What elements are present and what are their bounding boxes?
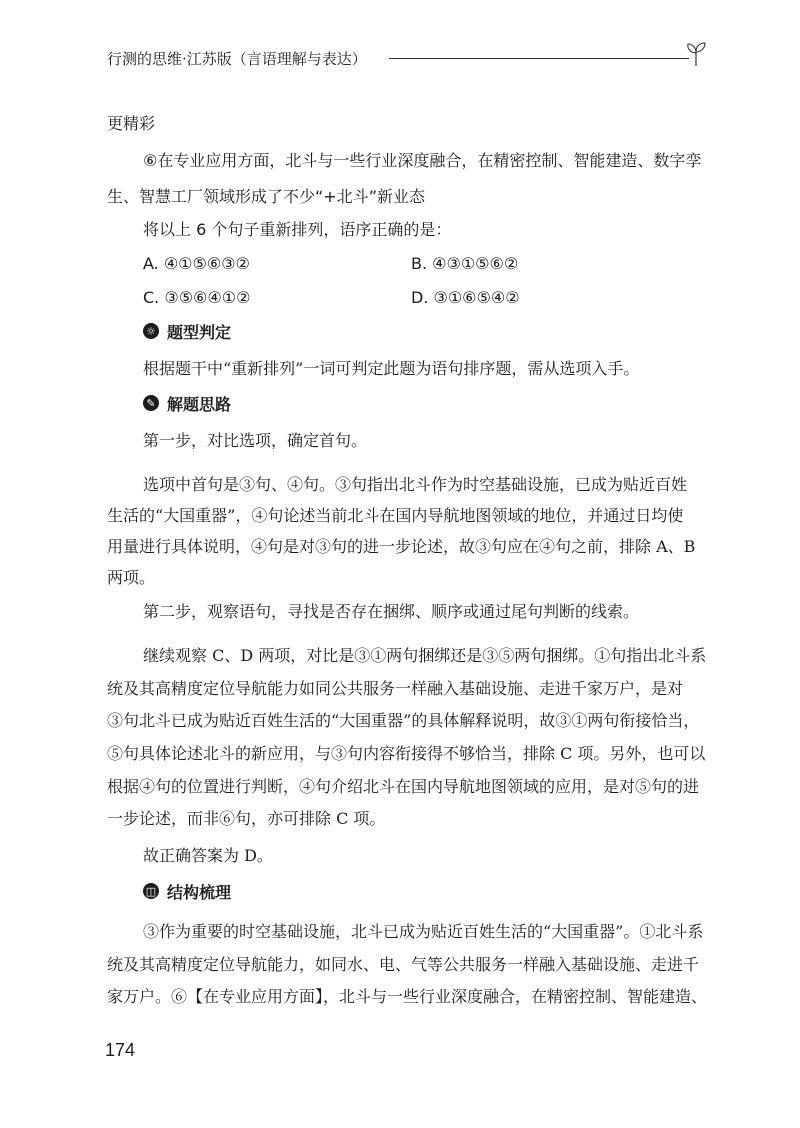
running-header — [107, 44, 707, 72]
option-c: C. ③⑤⑥④①② — [143, 288, 251, 307]
text-line: 一步论述，而非⑥句，亦可排除 C 项。 — [107, 809, 386, 828]
text-line: ⑤句具体论述北斗的新应用，与③句内容衔接得不够恰当，排除 C 项。另外，也可以 — [107, 744, 706, 763]
question-stem: 将以上 6 个句子重新排列，语序正确的是： — [143, 220, 452, 239]
section-title: 题型判定 — [167, 322, 232, 342]
text-line: ③作为重要的时空基础设施，北斗已成为贴近百姓生活的“大国重器”。①北斗系 — [143, 922, 704, 941]
section-type — [143, 320, 231, 342]
type-text: 根据题干中“重新排列”一词可判定此题为语句排序题，需从选项入手。 — [143, 359, 640, 378]
text-line: 生活的“大国重器”，④句论述当前北斗在国内导航地图领域的地位，并通过日均使 — [107, 506, 684, 525]
text-line: 两项。 — [107, 568, 156, 587]
sprout-icon — [685, 40, 707, 66]
text-line: 第二步，观察语句，寻找是否存在捆绑、顺序或通过尾句判断的线索。 — [143, 602, 640, 621]
text-line: ③句北斗已成为贴近百姓生活的“大国重器”的具体解释说明，故③①两句衔接恰当， — [107, 711, 700, 730]
text-line: 家万户。⑥【在专业应用方面】，北斗与一些行业深度融合，在精密控制、智能建造、 — [107, 987, 708, 1006]
option-b: B. ④③①⑤⑥② — [411, 254, 519, 273]
sun-icon: ☼ — [143, 323, 159, 339]
text-line: 选项中首句是③句、④句。③句指出北斗作为时空基础设施，已成为贴近百姓 — [143, 475, 688, 494]
text-line: 继续观察 C、D 两项，对比是③①两句捆绑还是③⑤两句捆绑。①句指出北斗系 — [143, 646, 707, 665]
section-title: 解题思路 — [167, 394, 232, 414]
pen-icon: ✎ — [143, 395, 159, 411]
structure-icon: ◫ — [143, 883, 159, 899]
text-line: 生、智慧工厂领域形成了不少“+北斗”新业态 — [107, 187, 425, 206]
text-line: 第一步，对比选项，确定首句。 — [143, 431, 368, 450]
section-structure — [143, 880, 231, 902]
text-line: 用量进行具体说明，④句是对③句的进一步论述，故③句应在④句之前，排除 A、B — [107, 537, 696, 556]
option-d: D. ③①⑥⑤④② — [411, 288, 520, 307]
text-line: 统及其高精度定位导航能力，如同水、电、气等公共服务一样融入基础设施、走进千 — [107, 955, 700, 974]
text-line: 更精彩 — [107, 114, 156, 133]
text-line: 根据④句的位置进行判断，④句介绍北斗在国内导航地图领域的应用，是对⑤句的进 — [107, 777, 700, 796]
option-a: A. ④①⑤⑥③② — [143, 254, 250, 273]
header-rule — [389, 58, 689, 59]
section-idea — [143, 392, 231, 414]
text-line: 统及其高精度定位导航能力如同公共服务一样融入基础设施、走进千家万户，是对 — [107, 679, 684, 698]
page-number: 174 — [105, 1040, 136, 1060]
section-title: 结构梳理 — [167, 882, 232, 902]
answer-line: 故正确答案为 D。 — [143, 846, 273, 865]
book-title: 行测的思维·江苏版（言语理解与表达） — [107, 50, 367, 68]
text-line: ⑥在专业应用方面，北斗与一些行业深度融合，在精密控制、智能建造、数字孪 — [143, 151, 702, 170]
